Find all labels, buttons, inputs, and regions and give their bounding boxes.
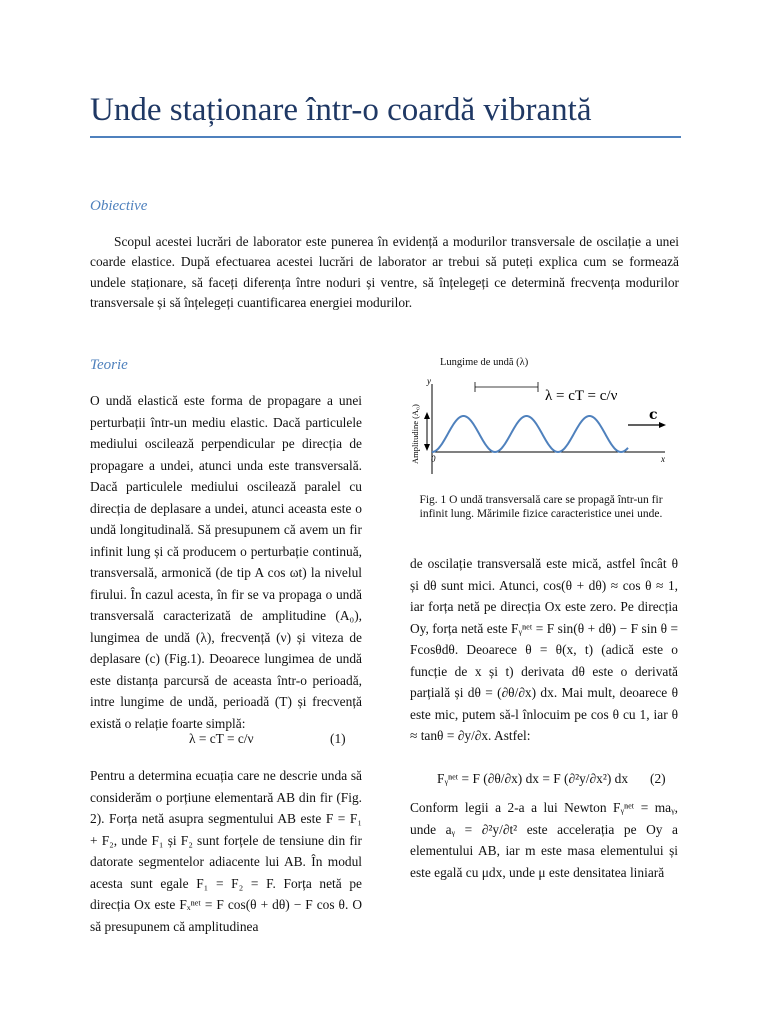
title-underline — [90, 136, 681, 138]
figure-caption: Fig. 1 O undă transversală care se propagă într-un fir infinit lung. Mărimile fizice caracteristice unei unde. — [419, 494, 663, 520]
figure-formula: λ = cT = c/ν — [545, 388, 618, 404]
heading-teorie: Teorie — [90, 357, 128, 373]
equation-2: Fᵧⁿᵉᵗ = F (∂θ/∂x) dx = F (∂²y/∂x²) dx — [437, 771, 629, 786]
figure-title: Lungime de undă (λ) — [440, 357, 529, 368]
paragraph-teorie-1: O undă elastică este forma de propagare a unei perturbații într-un mediu elastic. Dacă particulele mediului oscilează perpendicular pe direcția de propagare a undei, atunci unda este transversală. Dacă particulele mediului oscilează paralel cu direcția de deplasare a undei, atunci aceasta este o undă longitudinală. Să presupunem că avem un fir infinit lung și că producem o perturbație continuă, transversală, armonică (de tip A cos ωt) la nivelul firului. În cazul acesta, în fir se va propaga o undă transversală caracterizată de amplitudine (A₀), lungimea de undă (λ), frecvență (ν) și viteza de deplasare (c) (Fig.1). Deoarece lungimea de undă este distanța parcursă de aceasta într-o perioadă, intre lungime de undă, perioadă (T) și frecvență există o relație foarte simplă: — [90, 393, 362, 731]
svg-text:x: x — [661, 454, 665, 464]
heading-obiective: Obiective — [90, 198, 148, 214]
paragraph-right-1: de oscilație transversală este mică, astfel încât θ și dθ sunt mici. Atunci, cos(θ + dθ) ≈ cos θ ≈ 1, iar forța netă pe direcția Ox este zero. Pe direcția Oy, forța netă este Fᵧⁿᵉᵗ = F sin(θ + dθ) − F sin θ = Fcosθdθ. Deoarece θ = θ(x, t) (adică este o funcție de x și t) derivata dθ este o derivată parțială și dθ = (∂θ/∂x) dx. Mai mult, deoarece θ este mic, putem să-l înlocuim pe cos θ cu 1, iar θ ≈ tanθ = ∂y/∂x. Astfel: — [410, 556, 678, 743]
figure-y-label: Amplitudine (A₀) — [410, 404, 420, 464]
velocity-label: c — [649, 407, 658, 423]
svg-text:0: 0 — [431, 454, 436, 464]
paragraph-teorie-2: Pentru a determina ecuația care ne descrie unda să considerăm o porțiune elementară AB din fir (Fig. 2). Forța netă asupra segmentului AB este F = F₁ + F₂, unde F₁ și F₂ sunt forțele de tensiune din fir datorate segmentelor adiacente lui AB. În modul acesta sunt egale F₁ = F₂ = F. Forța netă pe direcția Ox este Fₓⁿᵉᵗ = F cos(θ + dθ) − F cos θ. O să presupunem că amplitudinea — [90, 768, 362, 934]
svg-text:y: y — [427, 376, 431, 386]
equation-1: λ = cT = c/ν — [189, 731, 254, 746]
paragraph-obiective: Scopul acestei lucrări de laborator este punerea în evidență a modurilor transversale de oscilație a unei coarde elastice. După efectuarea acestei lucrări de laborator ar trebui să puteți explica cum se formează undele staționare, să faceți diferența între noduri și ventre, să înțelegeți ce determină frecvența modurilor transversale și să înțelegeți cuantificarea energiei modurilor. — [90, 234, 679, 310]
equation-2-number: (2) — [650, 771, 666, 786]
page-title: Unde staționare într-o coardă vibrantă — [90, 92, 592, 128]
wave-figure — [400, 372, 680, 490]
paragraph-right-2: Conform legii a 2-a a lui Newton Fᵧⁿᵉᵗ = maᵧ, unde aᵧ = ∂²y/∂t² este accelerația pe Oy a elementului AB, iar m este masa elementului și este egală cu μdx, unde μ este densitatea liniară — [410, 800, 678, 880]
sine-wave — [432, 416, 628, 452]
equation-1-number: (1) — [330, 731, 346, 746]
